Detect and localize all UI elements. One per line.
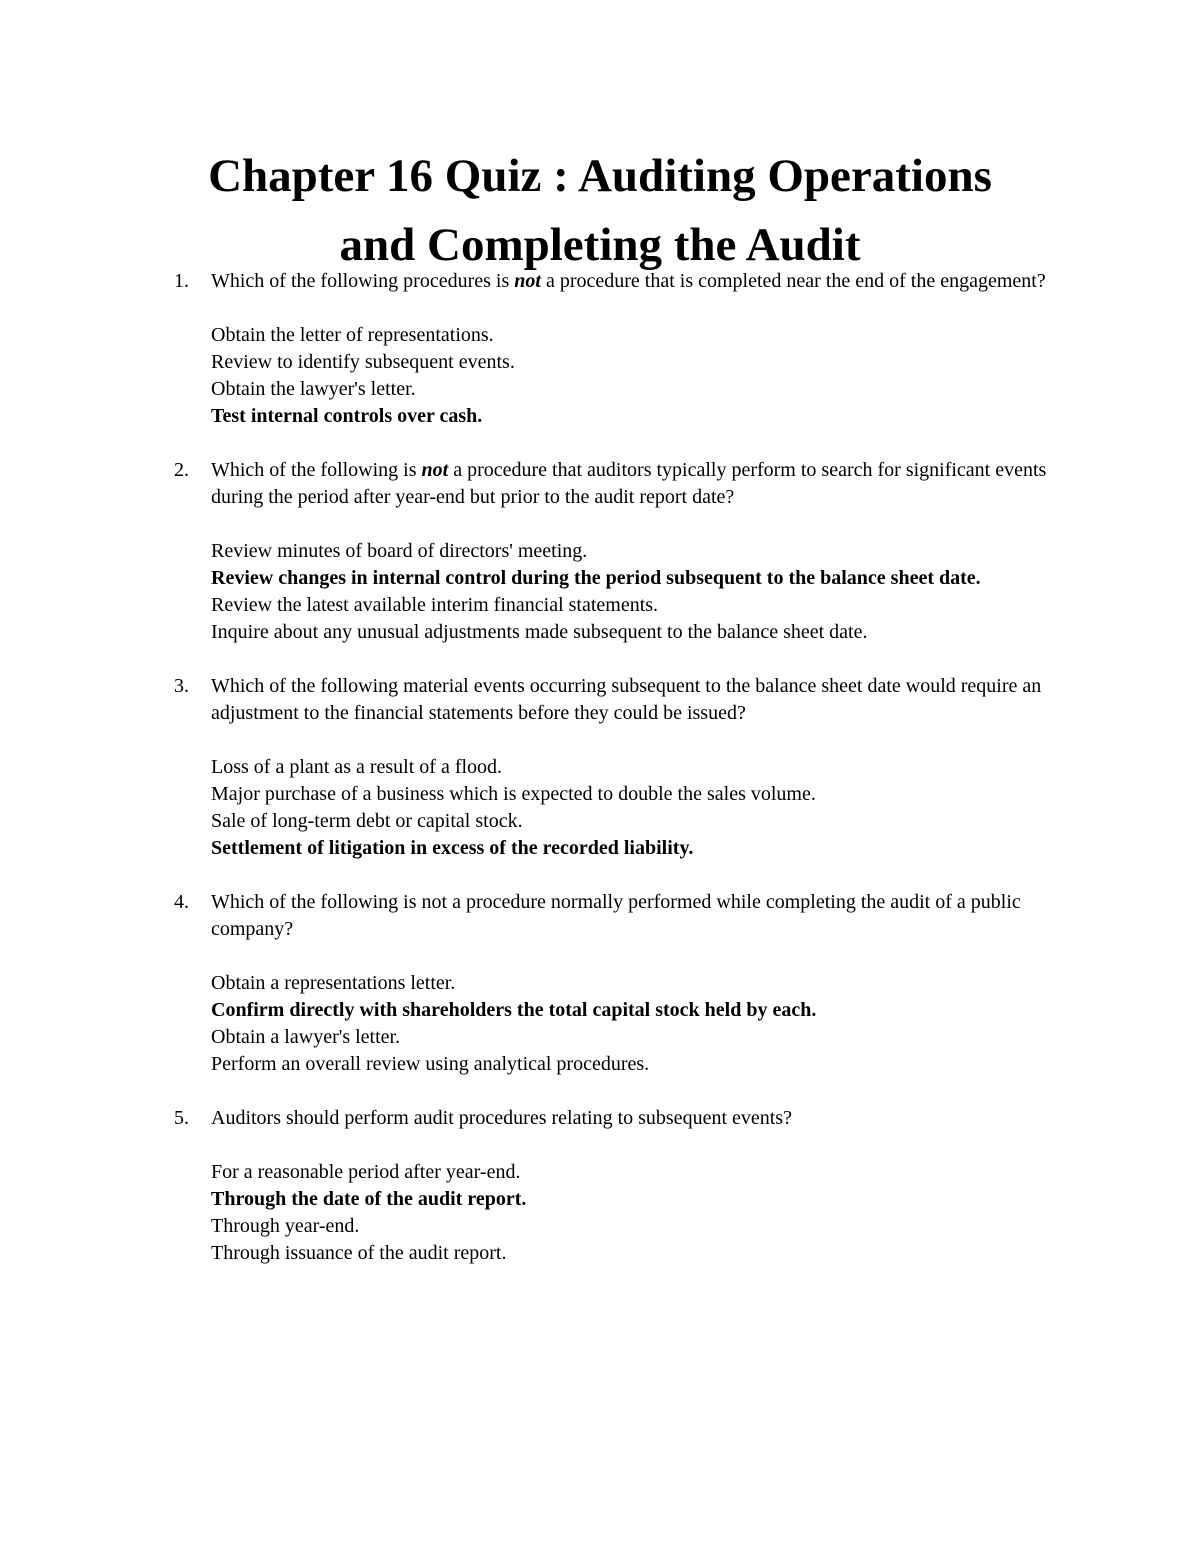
correct-answer-option: Settlement of litigation in excess of the recorded liability. [211, 837, 694, 859]
page-title [0, 142, 1200, 280]
question-text [211, 457, 1074, 511]
question-item [174, 1105, 1074, 1267]
question-list [174, 268, 1074, 1294]
correct-answer-option: Confirm directly with shareholders the total capital stock held by each. [211, 999, 817, 1021]
question-number: 4. [174, 891, 189, 913]
answer-option: Loss of a plant as a result of a flood. [211, 756, 503, 778]
answer-option: Obtain the letter of representations. [211, 324, 494, 346]
answer-option: Review minutes of board of directors' meeting. [211, 540, 588, 562]
question-text-after: a procedure that is completed near the end of the engagement? [540, 270, 1046, 292]
answer-options [211, 322, 1074, 430]
question-number: 5. [174, 1107, 189, 1129]
answer-options [211, 754, 1074, 862]
correct-answer-option: Test internal controls over cash. [211, 405, 483, 427]
question-number: 1. [174, 270, 189, 292]
question-text [211, 268, 1074, 295]
question-text-before: Auditors should perform audit procedures relating to subsequent events? [211, 1107, 792, 1129]
answer-option: Through year-end. [211, 1215, 360, 1237]
answer-option: For a reasonable period after year-end. [211, 1161, 521, 1183]
answer-option: Review the latest available interim financial statements. [211, 594, 659, 616]
answer-options [211, 970, 1074, 1078]
question-number: 3. [174, 675, 189, 697]
answer-option: Sale of long-term debt or capital stock. [211, 810, 523, 832]
answer-option: Perform an overall review using analytical procedures. [211, 1053, 650, 1075]
answer-option: Inquire about any unusual adjustments made subsequent to the balance sheet date. [211, 621, 868, 643]
answer-option: Obtain the lawyer's letter. [211, 378, 416, 400]
answer-option: Obtain a lawyer's letter. [211, 1026, 401, 1048]
correct-answer-option: Through the date of the audit report. [211, 1188, 527, 1210]
answer-option: Major purchase of a business which is expected to double the sales volume. [211, 783, 816, 805]
question-text [211, 673, 1074, 727]
question-text-after: a procedure that auditors typically perform to search for significant events during the period after year-end but prior to the audit report date? [211, 459, 1047, 508]
question-text [211, 1105, 1074, 1132]
answer-option: Through issuance of the audit report. [211, 1242, 507, 1264]
question-emphasis: not [514, 270, 541, 292]
answer-option: Review to identify subsequent events. [211, 351, 515, 373]
question-text-before: Which of the following material events occurring subsequent to the balance sheet date would require an adjustment to the financial statements before they could be issued? [211, 675, 1042, 724]
question-item [174, 268, 1074, 430]
question-number: 2. [174, 459, 189, 481]
answer-options [211, 538, 1074, 646]
question-text-before: Which of the following is [211, 459, 422, 481]
question-item [174, 673, 1074, 862]
question-text-before: Which of the following is not a procedure normally performed while completing the audit of a public company? [211, 891, 1021, 940]
question-emphasis: not [421, 459, 449, 481]
answer-option: Obtain a representations letter. [211, 972, 456, 994]
question-item [174, 889, 1074, 1078]
question-item [174, 457, 1074, 646]
title-line-1: Chapter 16 Quiz : Auditing Operations [208, 150, 992, 202]
title-line-2: and Completing the Audit [339, 219, 861, 271]
correct-answer-option: Review changes in internal control during the period subsequent to the balance sheet date. [211, 567, 981, 589]
question-text [211, 889, 1074, 943]
answer-options [211, 1159, 1074, 1267]
question-text-before: Which of the following procedures is [211, 270, 515, 292]
